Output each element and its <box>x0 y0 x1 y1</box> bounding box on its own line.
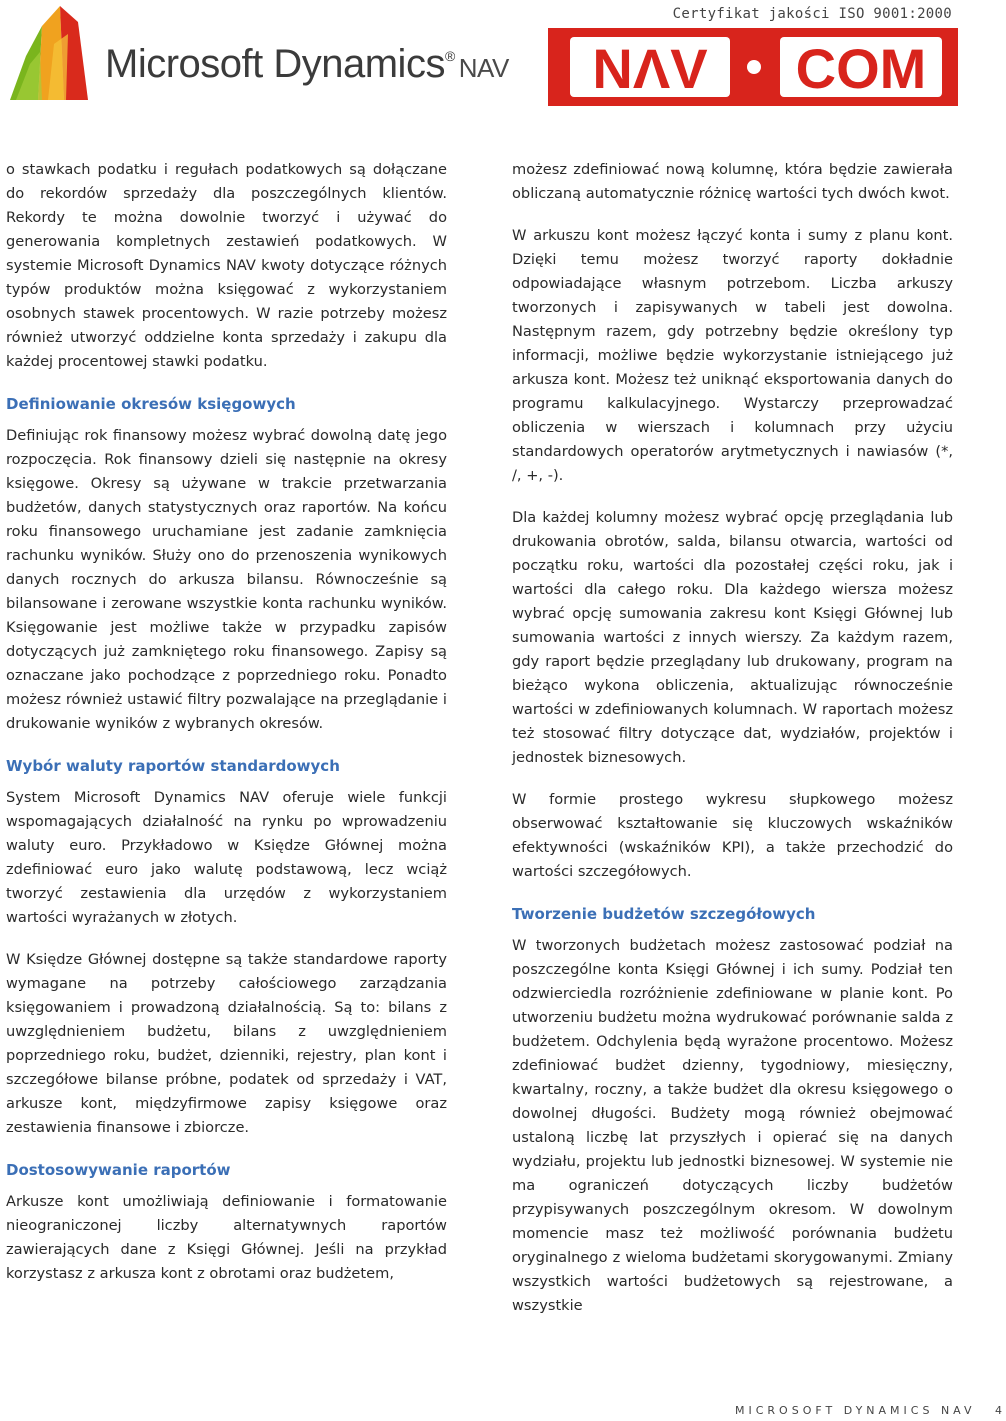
section-heading: Definiowanie okresów księgowych <box>6 395 296 413</box>
left-column <box>6 158 447 1304</box>
page-header <box>0 0 960 120</box>
paragraph: Dla każdej kolumny możesz wybrać opcję przeglądania lub drukowania obrotów, salda, bilansu otwarcia, wartości od początku roku, wartości dla pozostałej części roku, jak i wartości dla całego roku. Dla każdego wiersza możesz wybrać opcję sumowania zakresu kont Księgi Głównej lub sumowania wartości z innych wierszy. Za każdym razem, gdy raport będzie przeglądany lub drukowany, program na bieżąco wykona obliczenia, aktualizując równocześnie wartości w zdefiniowanych kolumnach. W raportach możesz też stosować filtry dotyczące dat, wydziałów, projektów i jednostek biznesowych. <box>512 509 953 766</box>
navcom-dot-icon <box>747 60 761 74</box>
right-column <box>512 158 953 1336</box>
paragraph: możesz zdefiniować nową kolumnę, która będzie zawierała obliczaną automatycznie różnicę wartości tych dwóch kwot. <box>512 161 953 202</box>
paragraph: Arkusze kont umożliwiają definiowanie i formatowanie nieograniczonej liczby alternatywnych raportów zawierających dane z Księgi Głównej. Jeśli na przykład korzystasz z arkusza kont z obrotami oraz budżetem, <box>6 1193 447 1282</box>
navcom-com-text: COM <box>795 37 927 100</box>
logo-wordmark: Microsoft Dynamics® NAV <box>105 42 509 86</box>
navcom-nav-text: NΛV <box>592 37 708 100</box>
section-heading: Dostosowywanie raportów <box>6 1161 231 1179</box>
paragraph: W tworzonych budżetach możesz zastosować podział na poszczególne konta Księgi Głównej i ich sumy. Podział ten odzwierciedla rozróżnienie zdefiniowane w planie kont. Po utworzeniu budżetu można wydrukować porównanie salda z budżetem. Odchylenia będą wyrażone procentowo. Możesz zdefiniować budżet dzienny, tygodniowy, miesięczny, kwartalny, roczny, a także budżet dla okresu księgowego o dowolnej długości. Budżety mogą również obejmować ustaloną liczbę lat przyszłych i opierać się na danych wydziału, projektu lub jednostki biznesowej. W systemie nie ma ograniczeń dotyczących liczby budżetów przypisywanych poszczególnym okresom. W dowolnym momencie masz też możliwość porównania budżetu oryginalnego z wieloma budżetami skorygowanymi. Zmiany wszystkich wartości budżetowych są rejestrowane, a wszystkie <box>512 937 953 1314</box>
iso-certificate-text: Certyfikat jakości ISO 9001:2000 <box>672 6 952 22</box>
footer-label: MICROSOFT DYNAMICS NAV <box>735 1404 976 1417</box>
paragraph: W Księdze Głównej dostępne są także standardowe raporty wymagane na potrzeby całościowego zarządzania księgowaniem i prowadzoną działalnością. Są to: bilans z uwzględnieniem budżetu, bilans z uwzględnieniem poprzedniego roku, budżet, dzienniki, rejestry, plan kont i szczegółowe bilanse próbne, podatek od sprzedaży i VAT, arkusze kont, międzyfirmowe zapisy księgowe oraz zestawienia finansowe i zbiorcze. <box>6 951 447 1136</box>
section-heading: Tworzenie budżetów szczegółowych <box>512 905 816 923</box>
paragraph: System Microsoft Dynamics NAV oferuje wiele funkcji wspomagających działalność na rynku po wprowadzeniu waluty euro. Przykładowo w Księdze Głównej można zdefiniować euro jako walutę podstawową, lecz wciąż tworzyć zestawienia dla urzędów z wykorzystaniem wartości wyrażanych w złotych. <box>6 789 447 926</box>
microsoft-dynamics-nav-logo <box>8 4 509 104</box>
dynamics-flag-icon <box>8 4 104 102</box>
navcom-logo <box>548 28 958 106</box>
paragraph: W arkuszu kont możesz łączyć konta i sumy z planu kont. Dzięki temu możesz tworzyć raporty dokładnie odpowiadające własnym potrzebom. Liczba arkuszy tworzonych i zapisywanych w tabeli jest dowolna. Następnym razem, gdy potrzebny będzie określony typ informacji, możliwe będzie wykorzystanie istniejącego już arkusza kont. Możesz też uniknąć eksportowania danych do programu kalkulacyjnego. Wystarczy przeprowadzać obliczenia w wierszach i kolumnach przy użyciu standardowych operatorów arytmetycznych i nawiasów (*, /, +, -). <box>512 227 953 484</box>
paragraph: o stawkach podatku i regułach podatkowych są dołączane do rekordów sprzedaży dla poszczególnych klientów. Rekordy te można dowolnie tworzyć i używać do generowania kompletnych zestawień podatkowych. W systemie Microsoft Dynamics NAV kwoty dotyczące różnych typów produktów można księgować z wykorzystaniem osobnych stawek procentowych. W razie potrzeby możesz również utworzyć oddzielne konta sprzedaży i zakupu dla każdej procentowej stawki podatku. <box>6 161 447 370</box>
page-number: 4 <box>995 1404 1006 1417</box>
section-heading: Wybór waluty raportów standardowych <box>6 757 340 775</box>
paragraph: Definiując rok finansowy możesz wybrać dowolną datę jego rozpoczęcia. Rok finansowy dzieli się następnie na okresy księgowe. Okresy są używane w trakcie przetwarzania budżetów, danych statystycznych oraz raportów. Na końcu roku finansowego uruchamiane jest zadanie zamknięcia rachunku wyników. Służy ono do przenoszenia wynikowych danych rocznych do arkusza bilansu. Równocześnie są bilansowane i zerowane wszystkie konta rachunku wyników. Księgowanie jest możliwe także w przypadku zapisów dotyczących już zamkniętego roku finansowego. Zapisy są oznaczane jako pochodzące z poprzedniego roku. Ponadto możesz również ustawić filtry pozwalające na przeglądanie i drukowanie wyników z wybranych okresów. <box>6 427 447 732</box>
paragraph: W formie prostego wykresu słupkowego możesz obserwować kształtowanie się kluczowych wskaźników efektywności (wskaźników KPI), a także przechodzić do wartości szczegółowych. <box>512 791 953 880</box>
page-footer <box>735 1404 1006 1417</box>
